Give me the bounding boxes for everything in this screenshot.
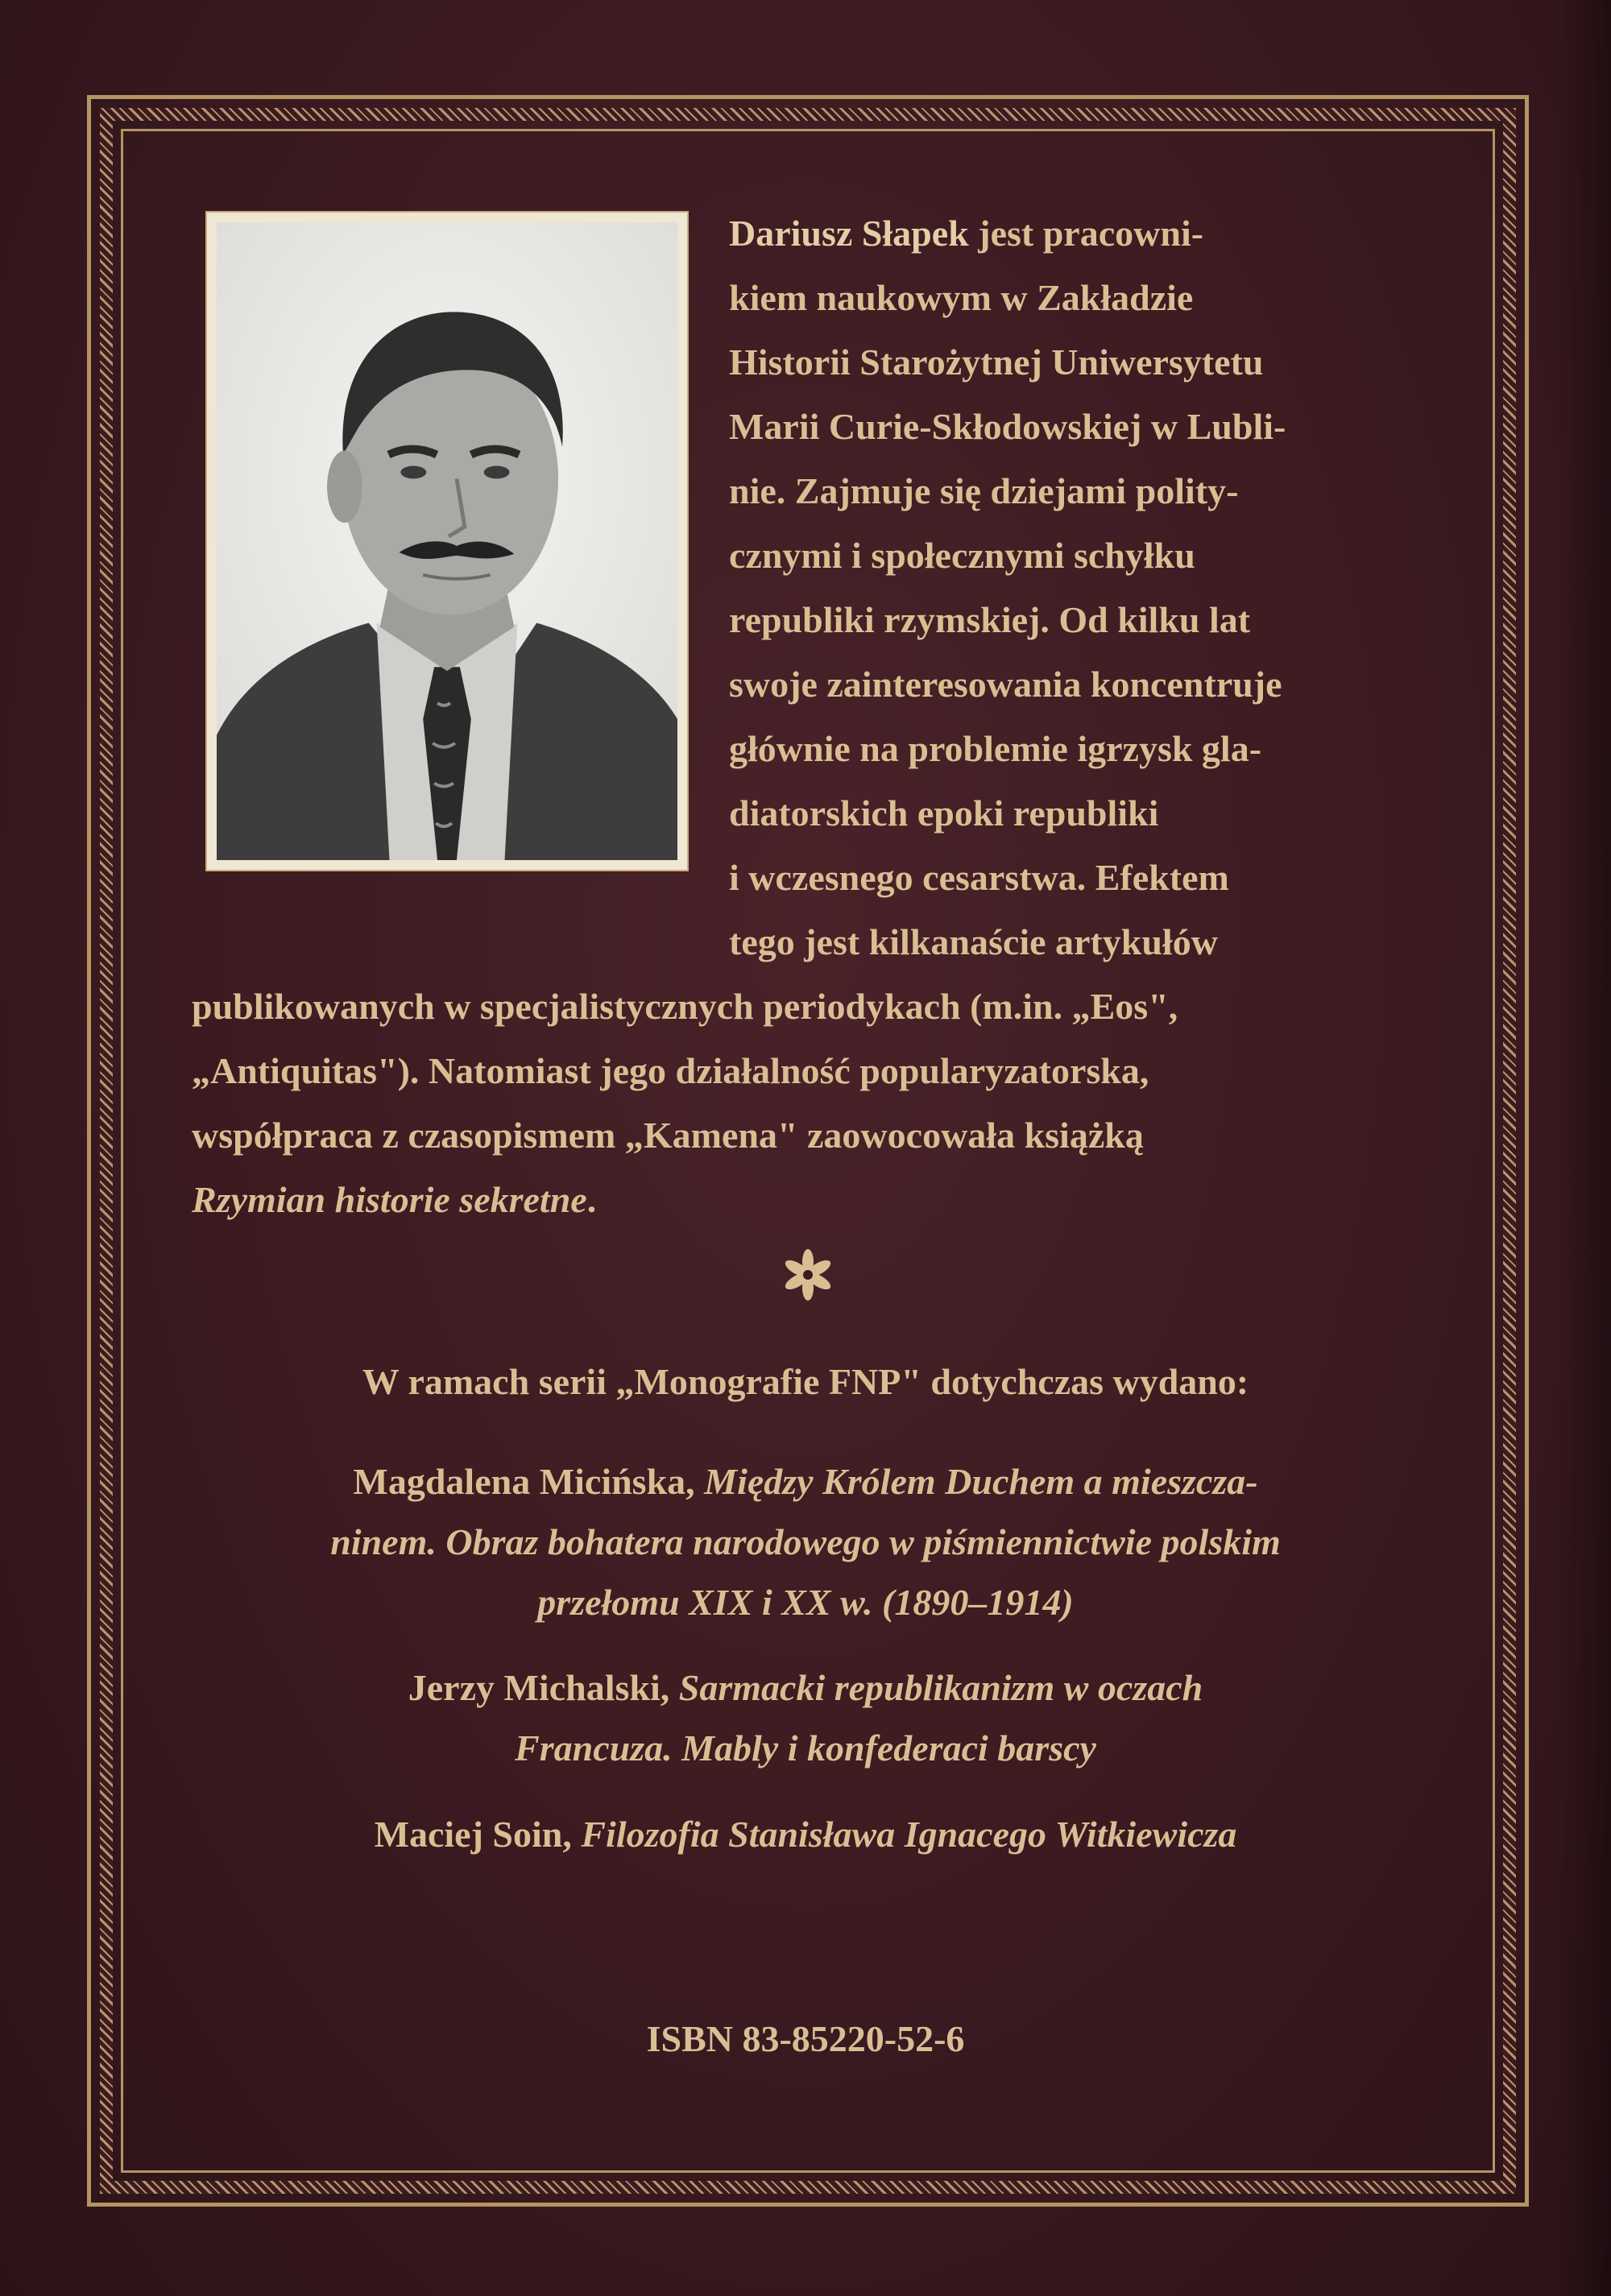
bio-line-2: kiem naukowym w Zakładzie — [729, 277, 1194, 318]
book-separator: , — [685, 1461, 705, 1502]
book-separator: , — [660, 1667, 679, 1708]
author-name: Dariusz Słapek — [729, 213, 969, 254]
bio-full-line-1: publikowanych w specjalistycznych periodykach (m.in. „Eos", — [192, 986, 1178, 1027]
series-book-1-line-3: przełomu XIX i XX w. (1890–1914) — [537, 1582, 1074, 1623]
cover-edge-shadow — [1555, 0, 1611, 2296]
book-title-end: . — [586, 1179, 597, 1220]
author-portrait-icon — [217, 222, 677, 860]
bio-text: jest pracowni- — [968, 213, 1204, 254]
bio-full-line-2: „Antiquitas"). Natomiast jego działalność popularyzatorska, — [192, 1050, 1149, 1091]
asterisk-ornament-icon — [780, 1247, 836, 1303]
bio-line-1 — [729, 211, 1203, 256]
book-title: Między Królem Duchem a mieszcza- — [704, 1461, 1258, 1502]
book-title: Filozofia Stanisława Ignacego Witkiewicza — [581, 1814, 1237, 1855]
bio-line-3: Historii Starożytnej Uniwersytetu — [729, 341, 1264, 383]
isbn-number: ISBN 83-85220-52-6 — [646, 2018, 965, 2059]
book-title: Sarmacki republikanizm w oczach — [678, 1667, 1203, 1708]
series-book-1-line-1 — [0, 1459, 1611, 1504]
bio-line-4: Marii Curie-Skłodowskiej w Lubli- — [729, 406, 1286, 447]
bio-line-6: cznymi i społecznymi schyłku — [729, 535, 1195, 576]
bio-full-line-4 — [192, 1177, 596, 1222]
author-photo — [217, 222, 677, 860]
series-book-1-line-2: ninem. Obraz bohatera narodowego w piśmiennictwie polskim — [330, 1521, 1281, 1562]
book-title: Rzymian historie sekretne — [192, 1179, 587, 1220]
book-separator: , — [562, 1814, 582, 1855]
bio-line-11: i wczesnego cesarstwa. Efektem — [729, 857, 1229, 898]
bio-line-9: głównie na problemie igrzysk gla- — [729, 728, 1262, 769]
series-heading: W ramach serii „Monografie FNP" dotychczas wydano: — [362, 1361, 1249, 1402]
book-author: Magdalena Micińska — [353, 1461, 686, 1502]
book-author: Maciej Soin — [374, 1814, 563, 1855]
bio-line-12: tego jest kilkanaście artykułów — [729, 921, 1218, 962]
bio-line-7: republiki rzymskiej. Od kilku lat — [729, 599, 1251, 640]
series-book-3-line-1 — [0, 1812, 1611, 1857]
bio-line-8: swoje zainteresowania koncentruje — [729, 664, 1282, 705]
bio-line-5: nie. Zajmuje się dziejami polity- — [729, 470, 1239, 511]
series-book-2-line-1 — [0, 1665, 1611, 1711]
bio-line-10: diatorskich epoki republiki — [729, 792, 1159, 834]
bio-full-line-3: współpraca z czasopismem „Kamena" zaowocowała książką — [192, 1115, 1144, 1156]
book-author: Jerzy Michalski — [408, 1667, 661, 1708]
author-photo-frame — [205, 211, 689, 871]
series-book-2-line-2: Francuza. Mably i konfederaci barscy — [515, 1727, 1096, 1769]
